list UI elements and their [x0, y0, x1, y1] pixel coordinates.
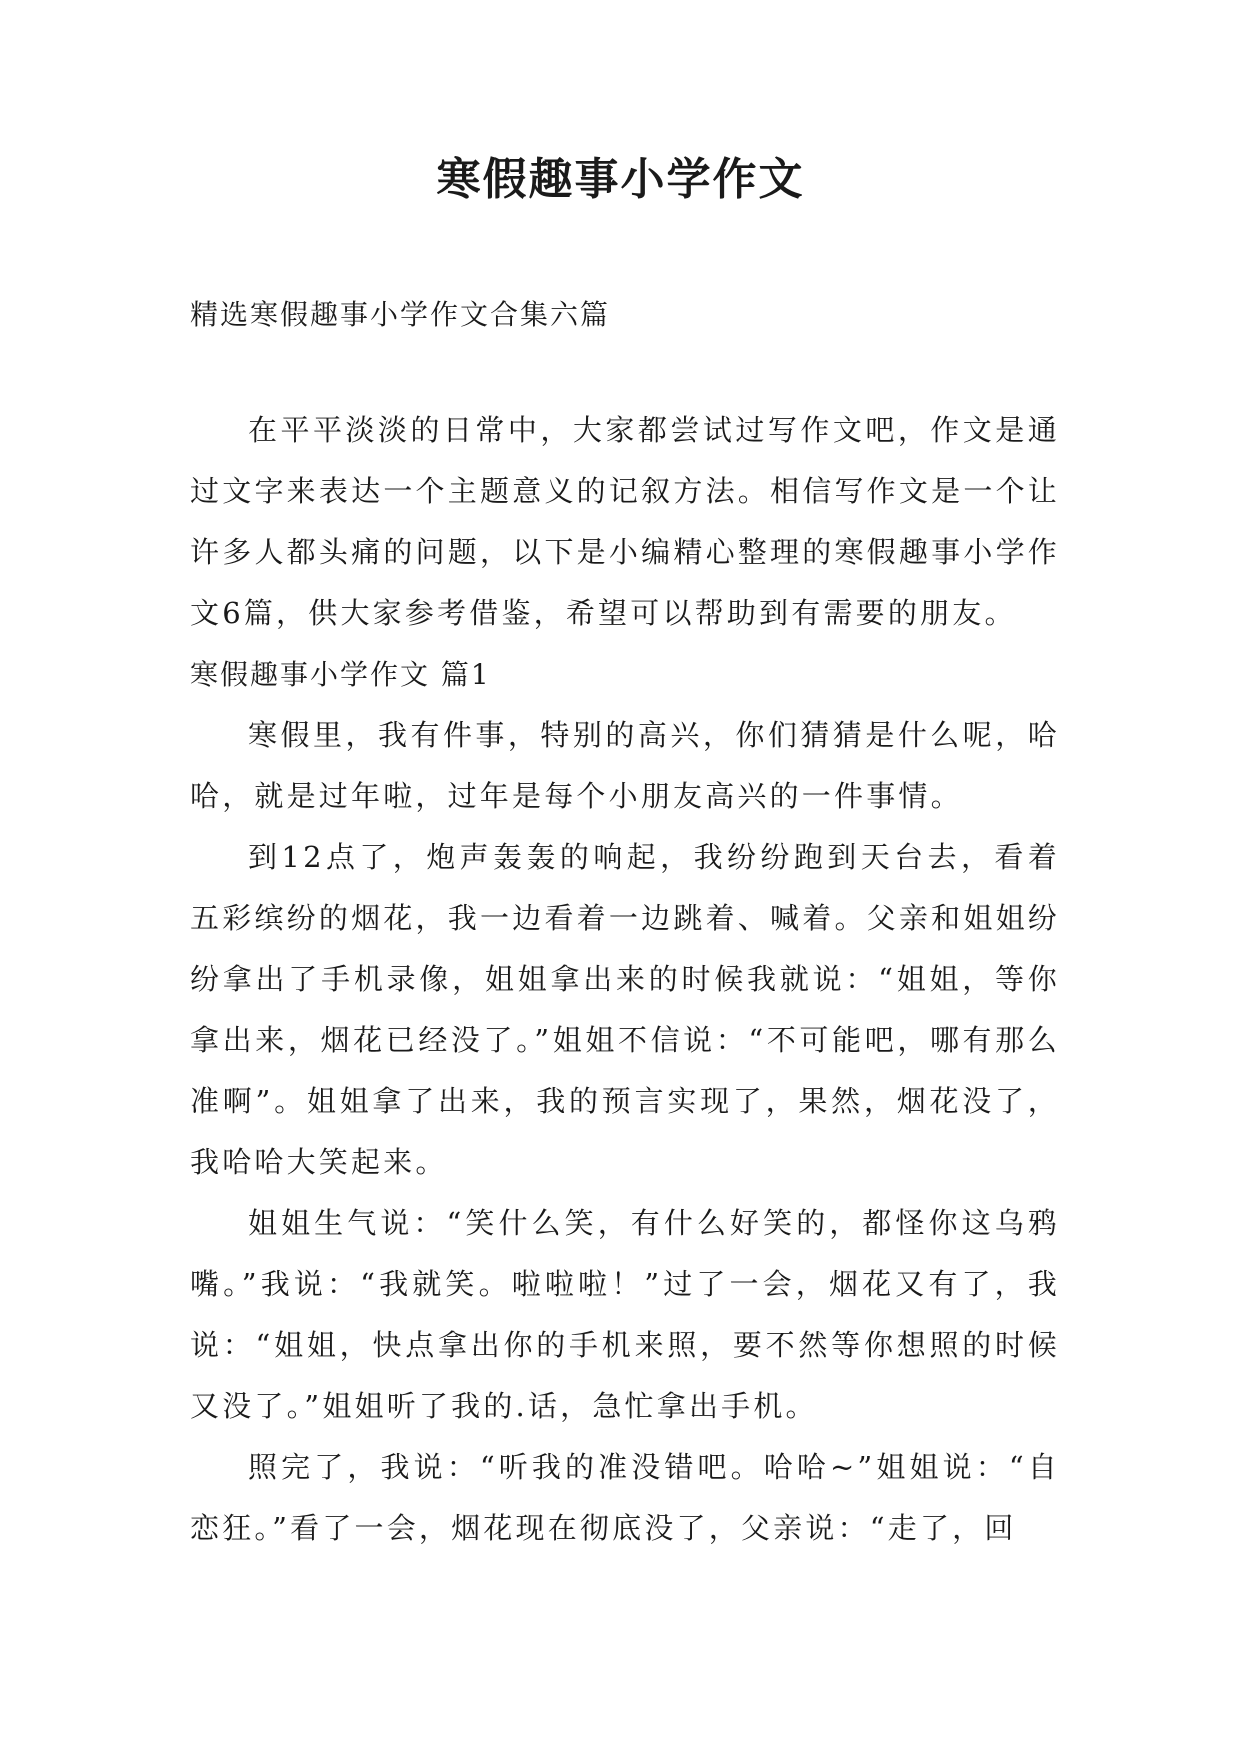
- body-paragraph: 姐姐生气说：“笑什么笑，有什么好笑的，都怪你这乌鸦嘴。”我说：“我就笑。啦啦啦！”过了一会，烟花又有了，我说：“姐姐，快点拿出你的手机来照，要不然等你想照的时候又没了。”姐姐听了我的.话，急忙拿出手机。: [190, 1206, 1060, 1423]
- intro-paragraph: 在平平淡淡的日常中，大家都尝试过写作文吧，作文是通过文字来表达一个主题意义的记叙方法。相信写作文是一个让许多人都头痛的问题，以下是小编精心整理的寒假趣事小学作文6篇，供大家参考借鉴，希望可以帮助到有需要的朋友。: [190, 413, 1060, 630]
- body-paragraph: 寒假里，我有件事，特别的高兴，你们猜猜是什么呢，哈哈，就是过年啦，过年是每个小朋友高兴的一件事情。: [190, 718, 1060, 813]
- body-paragraph: 到12点了，炮声轰轰的响起，我纷纷跑到天台去，看着五彩缤纷的烟花，我一边看着一边跳着、喊着。父亲和姐姐纷纷拿出了手机录像，姐姐拿出来的时候我就说：“姐姐，等你拿出来，烟花已经没了。”姐姐不信说：“不可能吧，哪有那么准啊”。姐姐拿了出来，我的预言实现了，果然，烟花没了，我哈哈大笑起来。: [190, 840, 1060, 1179]
- document-title: 寒假趣事小学作文: [436, 154, 805, 205]
- document-body: [190, 400, 1060, 1559]
- document-subtitle: 精选寒假趣事小学作文合集六篇: [190, 298, 611, 331]
- section-heading: 寒假趣事小学作文 篇1: [190, 658, 491, 691]
- body-paragraph: 照完了，我说：“听我的准没错吧。哈哈~”姐姐说：“自恋狂。”看了一会，烟花现在彻底没了，父亲说：“走了，回: [190, 1450, 1060, 1545]
